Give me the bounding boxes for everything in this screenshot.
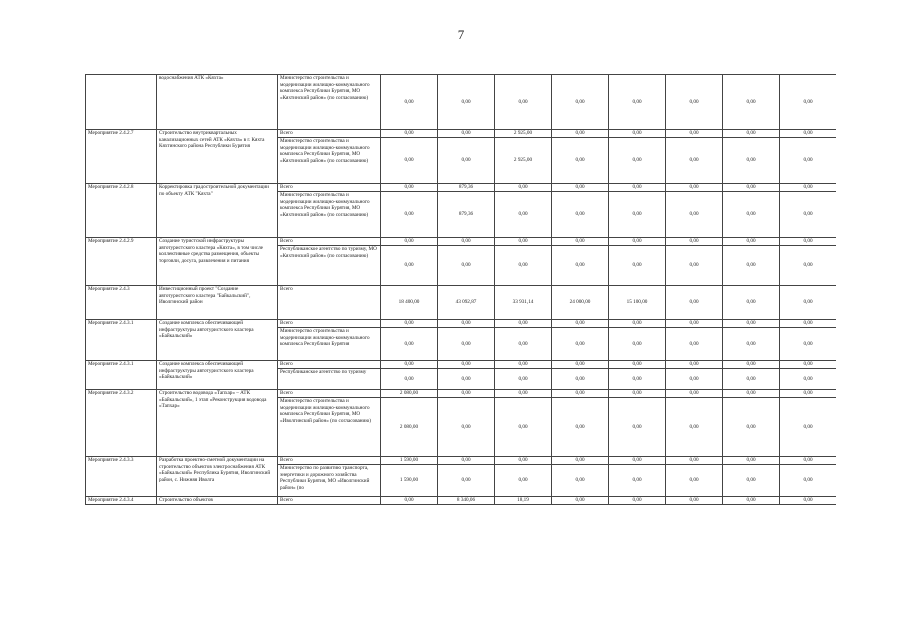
executor-cell: Республиканское агентство по туризму [278, 369, 381, 390]
value-cell: 0,00 [438, 138, 495, 184]
value-cell: 2 080,00 [381, 398, 438, 457]
value-cell: 0,00 [666, 238, 723, 246]
value-cell: 0,00 [666, 457, 723, 465]
value-cell: 0,00 [780, 138, 837, 184]
value-cell: 0,00 [780, 286, 837, 320]
value-cell: 0,00 [495, 184, 552, 192]
activity-name: Строительство объектов [157, 497, 278, 505]
value-cell: 0,00 [438, 246, 495, 286]
value-cell: 0,00 [438, 238, 495, 246]
executor-cell: Всего [278, 286, 381, 320]
value-cell: 0,00 [552, 138, 609, 184]
value-cell: 0,00 [723, 138, 780, 184]
value-cell: 0,00 [723, 184, 780, 192]
value-cell: 0,00 [723, 390, 780, 398]
value-cell: 0,00 [552, 246, 609, 286]
value-cell: 0,00 [495, 246, 552, 286]
value-cell: 0,00 [609, 457, 666, 465]
activity-code: Мероприятие 2.4.3.2 [86, 390, 157, 457]
activity-name: Разработка проектно-сметной документации на строительство объектов электроснабжения АТК «Байкальский» Республика Бурятия, Иволгинский район, с. Нижняя Иволга [157, 457, 278, 497]
value-cell: 0,00 [438, 398, 495, 457]
value-cell: 0,00 [780, 369, 837, 390]
value-cell: 0,00 [552, 320, 609, 328]
value-cell: 1 590,00 [381, 465, 438, 497]
value-cell: 0,00 [438, 369, 495, 390]
table-row [86, 457, 837, 465]
value-cell: 18 400,00 [381, 286, 438, 320]
value-cell: 0,00 [666, 286, 723, 320]
value-cell: 0,00 [666, 497, 723, 505]
executor-cell: Министерство строительства и модернизации жилищно-коммунального комплекса Республики Бурятия, МО «Кяхтинский район» (по согласованию) [278, 138, 381, 184]
activity-code: Мероприятие 2.4.3.1 [86, 320, 157, 361]
value-cell: 0,00 [780, 390, 837, 398]
value-cell: 0,00 [723, 130, 780, 138]
value-cell: 0,00 [552, 390, 609, 398]
value-cell: 0,00 [666, 369, 723, 390]
executor-cell: Республиканское агентство по туризму, МО «Кяхтинский район» (по согласованию) [278, 246, 381, 286]
value-cell: 0,00 [666, 75, 723, 130]
value-cell: 0,00 [381, 497, 438, 505]
value-cell: 0,00 [780, 398, 837, 457]
table-row [86, 184, 837, 192]
value-cell: 0,00 [780, 361, 837, 369]
value-cell: 0,00 [666, 320, 723, 328]
value-cell: 0,00 [723, 286, 780, 320]
value-cell: 0,00 [780, 328, 837, 361]
value-cell: 0,00 [381, 130, 438, 138]
value-cell: 0,00 [381, 238, 438, 246]
value-cell: 0,00 [723, 465, 780, 497]
value-cell: 0,00 [438, 390, 495, 398]
value-cell: 0,00 [495, 390, 552, 398]
budget-table [85, 74, 836, 505]
activity-code: Мероприятие 2.4.2.8 [86, 184, 157, 238]
value-cell: 24 000,00 [552, 286, 609, 320]
value-cell: 0,00 [552, 75, 609, 130]
value-cell: 0,00 [666, 192, 723, 238]
value-cell: 0,00 [666, 246, 723, 286]
activity-code [86, 75, 157, 130]
activity-name: Создание комплекса обеспечивающей инфраструктуры автотуристского кластера «Байкальский» [157, 320, 278, 361]
value-cell: 0,00 [438, 328, 495, 361]
value-cell: 0,00 [381, 75, 438, 130]
value-cell: 0,00 [723, 497, 780, 505]
value-cell: 0,00 [381, 192, 438, 238]
value-cell: 879,36 [438, 192, 495, 238]
executor-cell: Всего [278, 238, 381, 246]
page-number: 7 [457, 27, 465, 42]
activity-name: водоснабжения АТК «Кяхта» [157, 75, 278, 130]
executor-cell: Министерство строительства и модернизации жилищно-коммунального комплекса Республики Бурятия, МО «Кяхтинский район» (по согласованию) [278, 75, 381, 130]
table-row [86, 361, 837, 369]
value-cell: 879,36 [438, 184, 495, 192]
value-cell: 0,00 [780, 130, 837, 138]
value-cell: 8 340,06 [438, 497, 495, 505]
value-cell: 0,00 [495, 457, 552, 465]
value-cell: 0,00 [609, 465, 666, 497]
value-cell: 0,00 [666, 130, 723, 138]
value-cell: 0,00 [495, 320, 552, 328]
value-cell: 18,19 [495, 497, 552, 505]
activity-code: Мероприятие 2.4.3.1 [86, 361, 157, 390]
table-row [86, 497, 837, 505]
value-cell: 0,00 [609, 192, 666, 238]
table-row [86, 286, 837, 320]
value-cell: 0,00 [381, 246, 438, 286]
value-cell: 0,00 [780, 465, 837, 497]
activity-code: Мероприятие 2.4.3 [86, 286, 157, 320]
value-cell: 0,00 [723, 369, 780, 390]
activity-code: Мероприятие 2.4.2.9 [86, 238, 157, 286]
table-row [86, 390, 837, 398]
value-cell: 0,00 [780, 457, 837, 465]
value-cell: 0,00 [780, 246, 837, 286]
table-row [86, 320, 837, 328]
activity-name: Корректировка градостроительной документации по объекту АТК "Кяхта" [157, 184, 278, 238]
value-cell: 0,00 [723, 246, 780, 286]
value-cell: 0,00 [723, 361, 780, 369]
activity-code: Мероприятие 2.4.3.4 [86, 497, 157, 505]
executor-cell: Всего [278, 497, 381, 505]
table-row [86, 75, 837, 130]
value-cell: 0,00 [609, 138, 666, 184]
activity-name: Инвестиционный проект "Создание автотуристского кластера "Байкальский", Иволгинский район [157, 286, 278, 320]
value-cell: 0,00 [723, 328, 780, 361]
table-row [86, 130, 837, 138]
value-cell: 0,00 [438, 361, 495, 369]
value-cell: 2 925,00 [495, 130, 552, 138]
value-cell: 0,00 [495, 361, 552, 369]
value-cell: 0,00 [780, 75, 837, 130]
value-cell: 0,00 [495, 75, 552, 130]
value-cell: 0,00 [723, 398, 780, 457]
executor-cell: Министерство по развитию транспорта, энергетики и дорожного хозяйства Республики Бурятия, МО «Иволгинский район» (по [278, 465, 381, 497]
value-cell: 33 931,14 [495, 286, 552, 320]
value-cell: 0,00 [609, 390, 666, 398]
value-cell: 0,00 [495, 328, 552, 361]
value-cell: 0,00 [666, 398, 723, 457]
value-cell: 0,00 [666, 390, 723, 398]
activity-name: Создание комплекса обеспечивающей инфраструктуры автотуристского кластера «Байкальский» [157, 361, 278, 390]
value-cell: 0,00 [723, 238, 780, 246]
activity-code: Мероприятие 2.4.3.3 [86, 457, 157, 497]
value-cell: 0,00 [381, 320, 438, 328]
value-cell: 0,00 [552, 457, 609, 465]
value-cell: 0,00 [552, 130, 609, 138]
value-cell: 0,00 [609, 75, 666, 130]
executor-cell: Всего [278, 130, 381, 138]
value-cell: 2 080,00 [381, 390, 438, 398]
activity-name: Строительство внутриквартальных канализационных сетей АТК «Кяхта» в г. Кяхта Кяхтинского района Республики Бурятия [157, 130, 278, 184]
value-cell: 0,00 [381, 184, 438, 192]
value-cell: 0,00 [609, 398, 666, 457]
value-cell: 0,00 [552, 465, 609, 497]
value-cell: 0,00 [723, 457, 780, 465]
executor-cell: Всего [278, 390, 381, 398]
value-cell: 0,00 [609, 328, 666, 361]
value-cell: 0,00 [609, 361, 666, 369]
value-cell: 0,00 [552, 398, 609, 457]
value-cell: 0,00 [666, 184, 723, 192]
value-cell: 0,00 [495, 465, 552, 497]
value-cell: 0,00 [552, 192, 609, 238]
executor-cell: Министерство строительства и модернизации жилищно-коммунального комплекса Республики Бурятия, МО «Иволгинский район» (по согласованию) [278, 398, 381, 457]
value-cell: 0,00 [438, 465, 495, 497]
value-cell: 0,00 [780, 238, 837, 246]
value-cell: 1 590,00 [381, 457, 438, 465]
value-cell: 0,00 [780, 320, 837, 328]
value-cell: 0,00 [609, 320, 666, 328]
activity-name: Строительство водовода «Тапхар» – АТК «Байкальский», 1 этап «Реконструкция водовода «Тапхар» [157, 390, 278, 457]
value-cell: 0,00 [495, 192, 552, 238]
value-cell: 0,00 [495, 369, 552, 390]
value-cell: 0,00 [438, 75, 495, 130]
value-cell: 0,00 [381, 138, 438, 184]
value-cell: 0,00 [552, 497, 609, 505]
executor-cell: Всего [278, 320, 381, 328]
value-cell: 0,00 [552, 184, 609, 192]
table-row [86, 238, 837, 246]
value-cell: 0,00 [666, 328, 723, 361]
table-body [86, 75, 837, 505]
value-cell: 0,00 [552, 328, 609, 361]
value-cell: 0,00 [495, 398, 552, 457]
value-cell: 0,00 [609, 369, 666, 390]
value-cell: 0,00 [381, 369, 438, 390]
value-cell: 2 925,00 [495, 138, 552, 184]
value-cell: 0,00 [552, 361, 609, 369]
value-cell: 0,00 [609, 238, 666, 246]
value-cell: 0,00 [609, 184, 666, 192]
value-cell: 0,00 [438, 130, 495, 138]
activity-code: Мероприятие 2.4.2.7 [86, 130, 157, 184]
value-cell: 0,00 [666, 138, 723, 184]
value-cell: 0,00 [723, 320, 780, 328]
executor-cell: Всего [278, 457, 381, 465]
value-cell: 0,00 [495, 238, 552, 246]
executor-cell: Министерство строительства и модернизации жилищно-коммунального комплекса Республики Бурятия, МО «Кяхтинский район» (по согласованию) [278, 192, 381, 238]
budget-table-container [85, 74, 836, 538]
activity-name: Создание туристской инфраструктуры автотуристского кластера «Кяхта», в том числе коллективные средства размещения, объекты торговли, досуга, развлечения и питания [157, 238, 278, 286]
value-cell: 0,00 [609, 130, 666, 138]
executor-cell: Всего [278, 184, 381, 192]
value-cell: 0,00 [723, 192, 780, 238]
value-cell: 0,00 [552, 238, 609, 246]
value-cell: 0,00 [666, 361, 723, 369]
value-cell: 0,00 [666, 465, 723, 497]
value-cell: 0,00 [438, 457, 495, 465]
value-cell: 0,00 [780, 192, 837, 238]
value-cell: 0,00 [780, 497, 837, 505]
value-cell: 15 100,00 [609, 286, 666, 320]
value-cell: 0,00 [780, 184, 837, 192]
value-cell: 0,00 [609, 246, 666, 286]
value-cell: 0,00 [609, 497, 666, 505]
value-cell: 0,00 [381, 328, 438, 361]
executor-cell: Министерство строительства и модернизации жилищно-коммунального комплекса Республики Бурятия [278, 328, 381, 361]
executor-cell: Всего [278, 361, 381, 369]
value-cell: 0,00 [381, 361, 438, 369]
value-cell: 0,00 [723, 75, 780, 130]
value-cell: 0,00 [552, 369, 609, 390]
value-cell: 43 092,87 [438, 286, 495, 320]
value-cell: 0,00 [438, 320, 495, 328]
